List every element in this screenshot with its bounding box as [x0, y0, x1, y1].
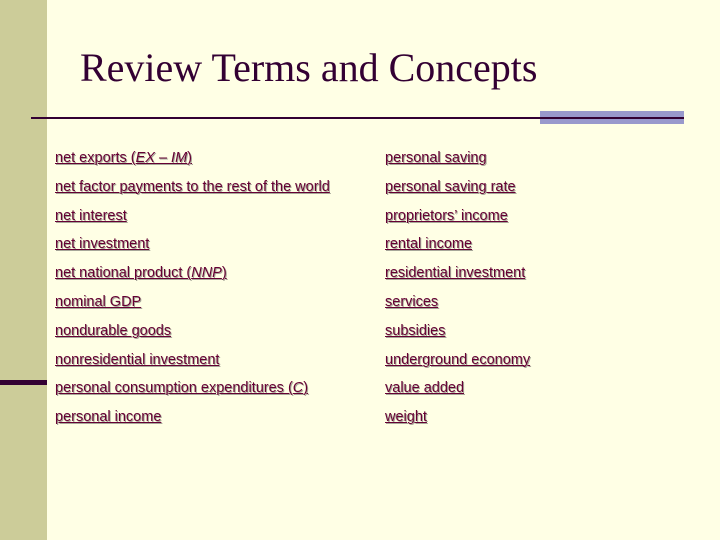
glossary-term-link[interactable] [55, 323, 171, 339]
glossary-term-link[interactable] [55, 236, 149, 252]
glossary-term-link[interactable] [385, 409, 427, 425]
glossary-term-link[interactable] [385, 352, 530, 368]
glossary-term-link[interactable] [55, 265, 227, 281]
term-text: nominal GDP [55, 293, 142, 310]
glossary-term-item [55, 408, 330, 427]
glossary-term-link[interactable] [385, 294, 438, 310]
glossary-term-link[interactable] [385, 179, 516, 195]
glossary-term-link[interactable] [55, 380, 308, 396]
term-text: personal consumption expenditures ( [55, 380, 293, 397]
term-text: net interest [55, 207, 127, 224]
glossary-term-item [55, 293, 330, 312]
glossary-term-link[interactable] [55, 150, 192, 166]
glossary-term-item [55, 322, 330, 341]
glossary-term-item [55, 264, 330, 283]
term-text: weight [385, 409, 427, 426]
glossary-term-link[interactable] [385, 265, 525, 281]
glossary-term-item [385, 149, 685, 168]
term-text: net factor payments to the rest of the world [55, 178, 330, 195]
glossary-term-link[interactable] [55, 294, 141, 310]
glossary-term-link[interactable] [55, 352, 219, 368]
term-abbreviation: EX – IM [135, 150, 188, 166]
term-text: personal saving [385, 150, 487, 166]
term-text-suffix: ) [221, 265, 227, 282]
glossary-term-link[interactable] [385, 323, 445, 339]
term-text: nonresidential investment [55, 351, 220, 368]
term-text: value added [385, 380, 465, 397]
glossary-term-item [385, 351, 685, 370]
term-abbreviation: C [292, 380, 304, 397]
glossary-term-item [385, 178, 685, 197]
glossary-term-link[interactable] [385, 236, 472, 252]
term-text: subsidies [385, 322, 446, 339]
glossary-term-item [55, 149, 330, 168]
title-rule-accent-line [540, 117, 684, 119]
term-text: net investment [55, 236, 150, 253]
term-text: net exports ( [55, 150, 136, 166]
glossary-term-link[interactable] [385, 380, 464, 396]
glossary-term-link[interactable] [55, 409, 161, 425]
term-text: net national product ( [55, 265, 192, 282]
glossary-term-item [385, 408, 685, 427]
glossary-term-link[interactable] [385, 150, 487, 166]
title-underline-rule [31, 117, 540, 119]
glossary-term-item [55, 351, 330, 370]
slide-title: Review Terms and Concepts [80, 45, 538, 90]
term-text: rental income [385, 236, 473, 253]
glossary-term-item [55, 379, 330, 398]
term-abbreviation: NNP [191, 265, 222, 282]
decorative-sidebar [0, 0, 47, 540]
terms-list-left [55, 149, 330, 437]
term-text: services [385, 293, 439, 310]
glossary-term-item [55, 178, 330, 197]
term-text: underground economy [385, 351, 531, 368]
glossary-term-item [385, 235, 685, 254]
terms-list-right [385, 149, 685, 437]
glossary-term-link[interactable] [55, 208, 127, 224]
glossary-term-link[interactable] [55, 179, 330, 195]
term-text: residential investment [385, 265, 526, 282]
term-text: proprietors’ income [385, 207, 508, 224]
sidebar-accent-mark [0, 380, 47, 385]
term-text-suffix: ) [187, 150, 193, 166]
term-text: nondurable goods [55, 322, 172, 339]
glossary-term-item [385, 293, 685, 312]
glossary-term-item [55, 235, 330, 254]
glossary-term-item [385, 322, 685, 341]
glossary-term-link[interactable] [385, 208, 508, 224]
term-text: personal income [55, 409, 162, 426]
glossary-term-item [385, 207, 685, 226]
term-text-suffix: ) [303, 380, 309, 397]
glossary-term-item [385, 264, 685, 283]
glossary-term-item [55, 207, 330, 226]
glossary-term-item [385, 379, 685, 398]
term-text: personal saving rate [385, 178, 516, 195]
